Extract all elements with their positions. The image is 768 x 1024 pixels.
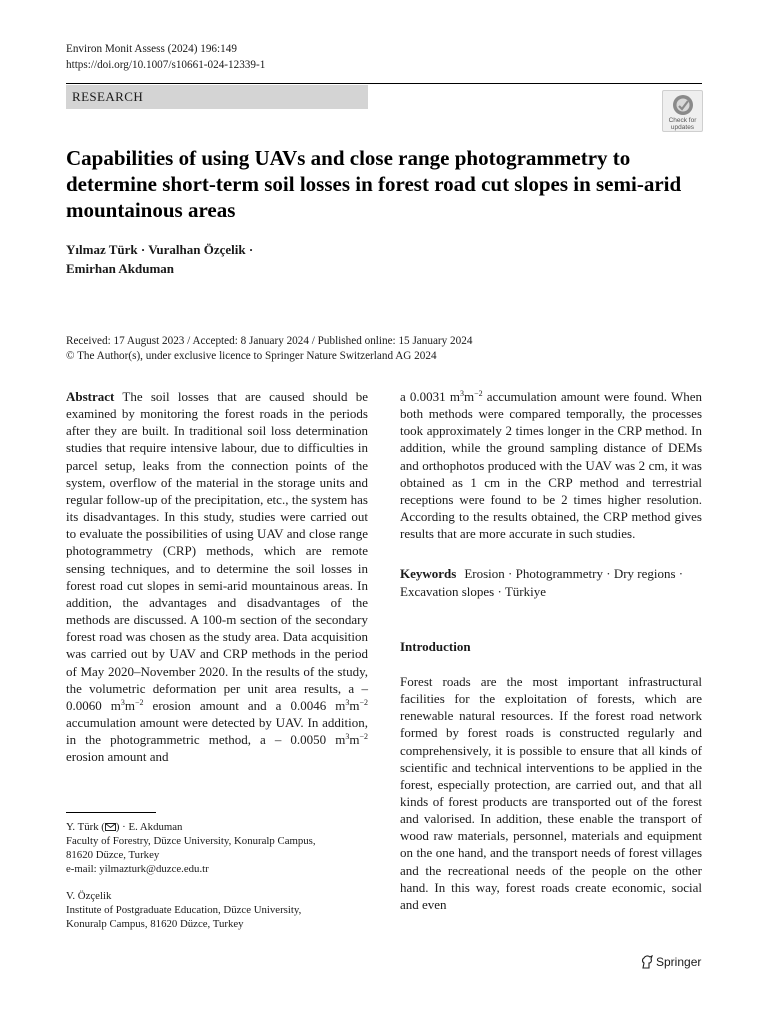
received-accepted-published: Received: 17 August 2023 / Accepted: 8 January 2024 / Published online: 15 January 2024 <box>66 335 473 347</box>
check-for-updates-badge[interactable] <box>662 90 703 132</box>
right-column <box>400 388 702 913</box>
doi-link[interactable]: https://doi.org/10.1007/s10661-024-12339-1 <box>66 59 266 71</box>
abstract-continuation: a 0.0031 $m^3m^{-2}$ accumulation amount were found. When both methods were compared temporally, the processes took approximately 2 times longer in the CRP method. In addition, while the ground sampling distance of DEMs and orthophotos produced with the UAV was 2 cm, it was obtained as 1 cm in the CRP method and terrestrial receptions were found to be 2 times higher resolution. According to the results obtained, the CRP method gives results that are more accurate in such studies. <box>400 389 702 542</box>
abstract-paragraph: Abstract The soil losses that are caused should be examined by monitoring the forest roads in the periods after they are built. In traditional soil loss determination studies that require intensive labour, due to difficulties in parcel setup, leaks from the connection points of the system, overflow of the material in the storage units and regular follow-up of the precipitation, etc., the system has its disadvantages. In this study, studies were carried out to evaluate the possibilities of using UAV and close range photogrammetry (CRP) methods, which are remote sensing techniques, and to determine the soil losses in forest road cut slopes in semi-arid mountainous areas. In addition, the advantages and disadvantages of the methods are discussed. A 100-m section of the secondary forest road was chosen as the study area. Data acquisition was carried out by UAV and CRP methods in the period of May 2020–November 2020. In the results of the study, the volumetric deformation per unit area results, a – 0.0060 $m^3m^{-2}$ erosion amount and a 0.0046 $m^3m^{-2}$ accumulation amount were detected by UAV. In addition, in the photogrammetric method, a – 0.0050 $m^3m^{-2}$ erosion amount and <box>66 389 368 765</box>
introduction-paragraph: Forest roads are the most important infrastructural facilities for the exploitation of forests, which are renewable natural resources. If the forest road network formed by forest roads is constructed regularly and comprehensively, it is possible to ensure that all kinds of scientific and technical interventions to be applied in the forest, especially protection, are carried out, and that all kinds of forest products are transported out of the forest and valorised. In addition, these enable the transport of wood raw materials, personnel, materials and equipment on the one hand, and the transport needs of forest villages and the recreational needs of the people on the other hand. In this way, forest roads create economic, social and even <box>400 673 702 912</box>
affiliation-1-names: Y. Türk ( ) · E. Akduman <box>66 821 183 833</box>
keywords-label: Keywords <box>400 566 457 582</box>
publication-dates <box>66 334 472 364</box>
footnote-rule <box>66 812 156 813</box>
check-for-updates-line2: updates <box>670 124 695 131</box>
header-rule <box>66 83 702 84</box>
affiliation-1-institution: Faculty of Forestry, Düzce University, Konuralp Campus, <box>66 835 316 847</box>
keywords-paragraph <box>400 565 702 599</box>
copyright-notice: © The Author(s), under exclusive licence to Springer Nature Switzerland AG 2024 <box>66 350 437 362</box>
abstract-label: Abstract <box>66 389 115 404</box>
introduction-heading: Introduction <box>400 638 471 654</box>
journal-reference: Environ Monit Assess (2024) 196:149 <box>66 43 237 55</box>
check-for-updates-line1: Check for <box>668 117 697 124</box>
springer-horse-logo-icon <box>640 955 653 969</box>
publisher-logo <box>640 955 701 969</box>
envelope-icon <box>105 823 116 831</box>
affiliation-2 <box>66 889 368 931</box>
check-for-updates-badge-icon <box>672 94 694 116</box>
affiliation-2-city: Konuralp Campus, 81620 Düzce, Turkey <box>66 918 244 930</box>
affiliation-1-city: 81620 Düzce, Turkey <box>66 849 160 861</box>
affiliation-2-institution: Institute of Postgraduate Education, Düzce University, <box>66 904 302 916</box>
article-title: Capabilities of using UAVs and close range photogrammetry to determine short-term soil losses in forest road cut slopes in semi-arid mountainous areas <box>66 146 682 222</box>
keywords-list: Erosion · Photogrammetry · Dry regions · Excavation slopes · Türkiye <box>400 566 684 599</box>
corresponding-email[interactable]: e-mail: yilmazturk@duzce.edu.tr <box>66 863 209 875</box>
section-label-text: RESEARCH <box>72 89 144 104</box>
affiliation-1 <box>66 820 368 876</box>
author-list <box>66 240 466 278</box>
authors-line-1: Yılmaz Türk · Vuralhan Özçelik · <box>66 242 254 257</box>
publisher-name: Springer <box>656 955 702 969</box>
section-label <box>66 85 368 109</box>
affiliation-2-name: V. Özçelik <box>66 890 112 902</box>
authors-line-2: Emirhan Akduman <box>66 261 175 276</box>
left-column <box>66 388 368 765</box>
